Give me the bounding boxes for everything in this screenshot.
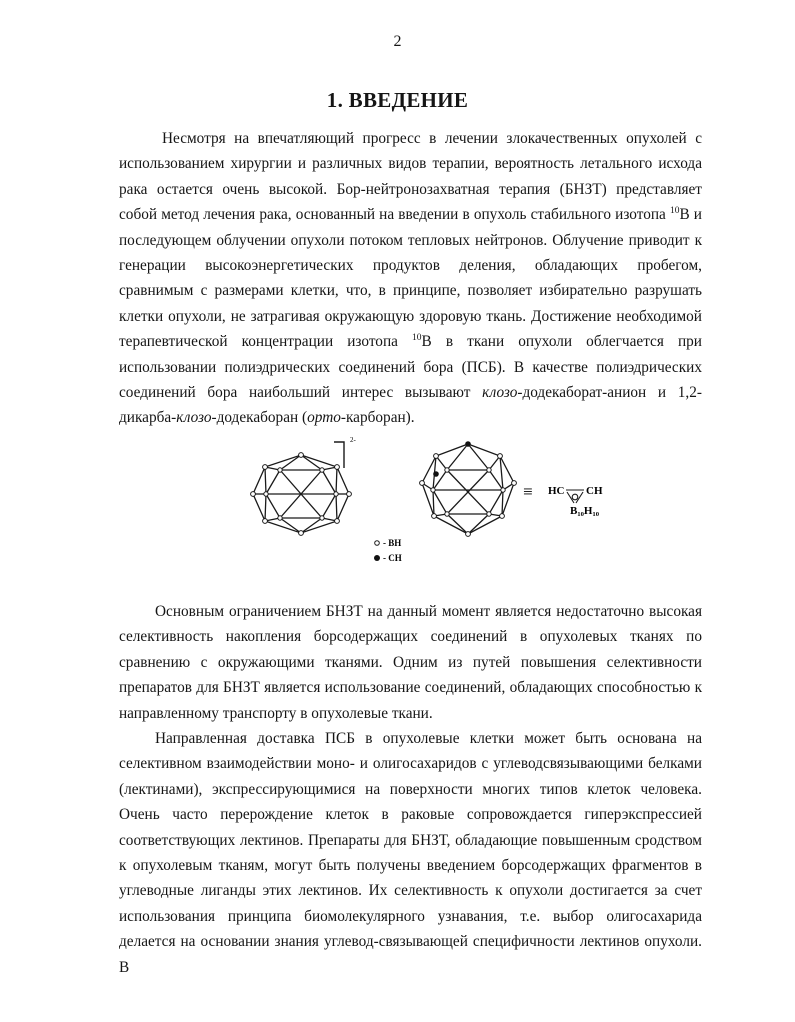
intro-paragraph (119, 126, 702, 431)
legend-bh: - BH (383, 538, 402, 548)
intro-text-c: в ткани опухоли облегчается при использовании полиэдрических соединений бора (ПСБ). В качестве полиэдрических соединений бора наибольший интерес вызывают (119, 333, 702, 402)
ortho-term: орто (307, 409, 341, 427)
equivalence-symbol: ≡ (523, 482, 533, 501)
ch-marker-icon (374, 555, 380, 561)
intro-text-b: и последующем облучении опухоли потоком тепловых нейтронов. Облучение приводит к генерации высокоэнергетических продуктов деления, обладающих пробегом, сравнимым с размерами клетки, что, в принципе, позволяет избирательно разрушать клетки опухоли, не затрагивая окружающую здоровую ткань. Достижение необходимой терапевтической концентрации изотопа (119, 206, 702, 351)
isotope-mass-2: 10 (412, 333, 422, 344)
paragraph-targeted-delivery: Направленная доставка ПСБ в опухолевые клетки может быть основана на селективном взаимодействии моно- и олигосахаридов с углеводсвязывающими белками (лектинами), экспрессирующимися на поверхности многих типов клеток человека. Очень часто перерождение клеток в раковые сопровождается гиперэкспрессией соответствующих лектинов. Препараты для БНЗТ, обладающие повышенным сродством к опухолевым тканям, могут быть получены введением борсодержащих фрагментов в углеводные лиганды этих лектинов. Их селективность к опухоли достигается за счет использования принципа биомолекулярного узнавания, т.е. выбор олигосахарида делается на основании знания углевод-связывающей специфичности лектинов опухоли. В (119, 730, 702, 976)
closo-term-2: клозо (176, 409, 212, 427)
isotope-symbol-1: B (679, 206, 690, 224)
structures-figure (240, 428, 640, 578)
paragraph-selectivity: Основным ограничением БНЗТ на данный момент является недостаточно высокая селективность накопления борсодержащих соединений в опухолевых тканях по сравнению с окружающими тканями. Одним из путей повышения селективности препаратов для БНЗТ является использование соединений, обладающих способностью к направленному транспорту в опухолевые ткани. (119, 603, 702, 722)
intro-text-f: -карборан). (340, 409, 415, 427)
bh-marker-icon (375, 541, 380, 546)
section-heading: 1. ВВЕДЕНИЕ (326, 88, 469, 112)
carborane-hc-label: HC (548, 485, 565, 497)
intro-text-a: Несмотря на впечатляющий прогресс в лечении злокачественных опухолей с использованием хирургии и различных видов терапии, вероятность летального исхода рака остается очень высокой. Бор-нейтронозахватная терапия (БНЗТ) представляет собой метод лечения рака, основанный на введении в опухоль стабильного изотопа (119, 130, 702, 224)
intro-text-d: -додекаборат-анион и 1,2-дикарба- (119, 384, 703, 427)
charge-bracket (334, 442, 344, 468)
carborane-linkage-icon (566, 490, 584, 503)
intro-text-e: -додекаборан ( (211, 409, 308, 427)
carborane-ch-label: CH (586, 485, 603, 497)
charge-label: 2- (350, 436, 356, 444)
legend-ch: - CH (383, 553, 402, 563)
page-number: 2 (393, 33, 402, 50)
closo-term-1: клозо (482, 384, 518, 402)
isotope-symbol-2: B (421, 333, 432, 351)
carborane-b10h10-label: B₁₀H₁₀ (570, 505, 600, 517)
isotope-mass-1: 10 (669, 206, 680, 217)
